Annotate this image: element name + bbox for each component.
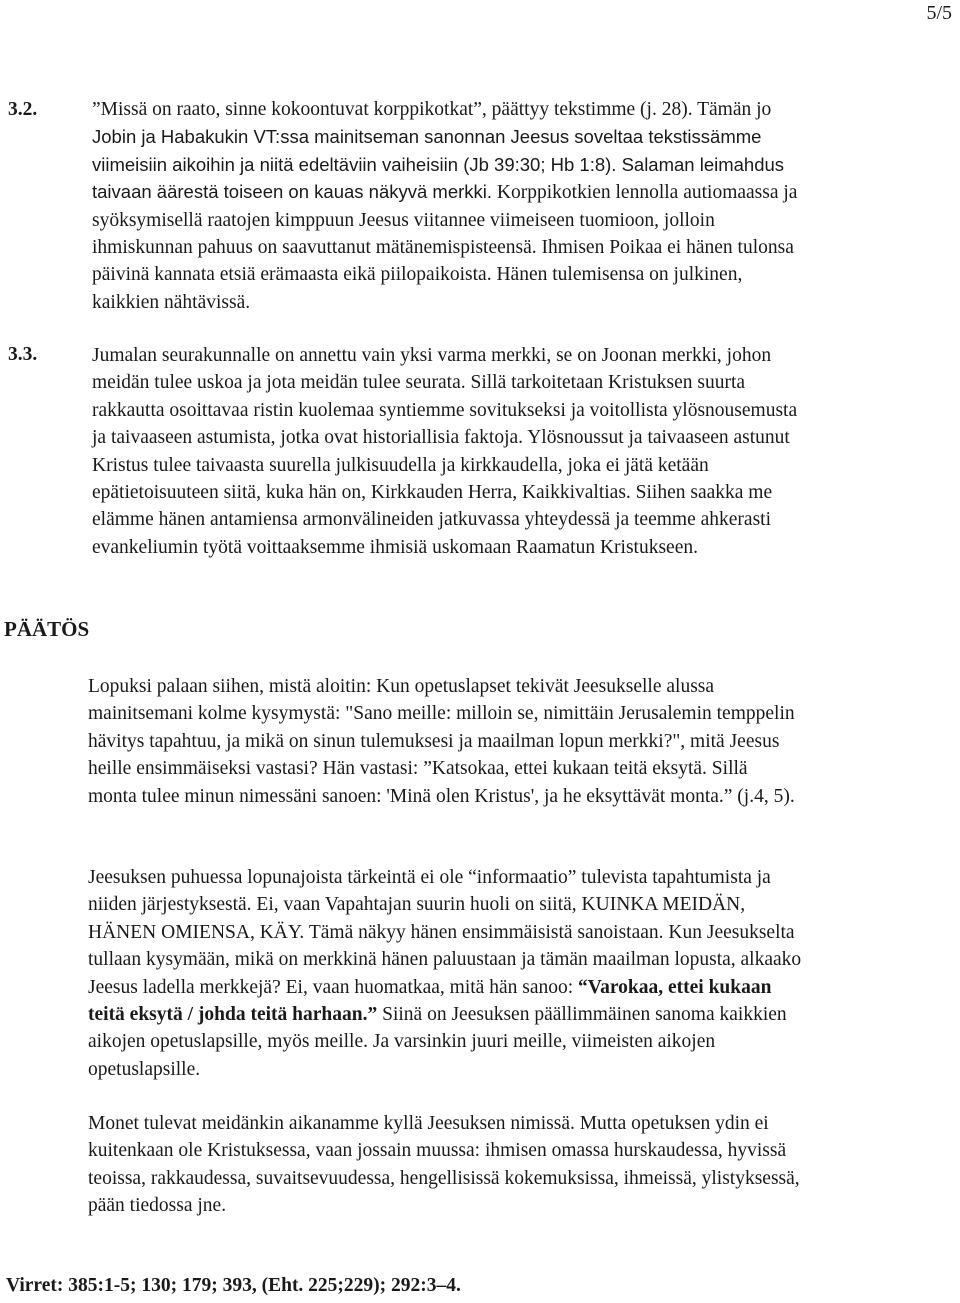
text-line: päivinä kannata etsiä erämaasta eikä piilopaikoista. Hänen tulemisensa on julkinen,: [92, 264, 743, 286]
bold-quote: “Varokaa, ettei kukaan: [578, 976, 772, 998]
text-span: taivaan äärestä toiseen on kauas näkyvä merkki.: [92, 181, 493, 203]
text-line: HÄNEN OMIENSA, KÄY. Tämä näkyy hänen ensimmäisistä sanoistaan. Kun Jeesukselta: [88, 921, 795, 943]
text-line: rakkautta osoittavaa ristin kuolemaa syntiemme sovitukseksi ja voitollista ylösnousemusta: [92, 399, 798, 421]
hymn-list: Virret: 385:1-5; 130; 179; 393, (Eht. 225;229); 292:3–4.: [6, 1275, 461, 1296]
text-span: Jeesus ladella merkkejä? Ei, vaan huomatkaa, mitä hän sanoo:: [88, 976, 579, 998]
text-span: Korppikotkien lennolla autiomaassa ja: [492, 182, 798, 204]
section-number-3-2: 3.2.: [8, 99, 38, 120]
text-line: elämme hänen antamiensa armonvälineiden jatkuvassa yhteydessä ja teemme ahkerasti: [92, 509, 771, 531]
text-line: kuitenkaan ole Kristuksessa, vaan jossain muussa: ihmisen omassa hurskaudessa, hyvissä: [88, 1140, 787, 1162]
section-number-3-3: 3.3.: [8, 344, 38, 365]
text-line: niiden järjestyksestä. Ei, vaan Vapahtajan suurin huoli on siitä, KUINKA MEIDÄN,: [88, 894, 746, 916]
conclusion-paragraph-1: [88, 673, 958, 810]
text-line: tullaan kysymään, mikä on merkkinä hänen paluustaan ja tämän maailman lopusta, alkaako: [88, 949, 802, 971]
text-line: Lopuksi palaan siihen, mistä aloitin: Kun opetuslapset tekivät Jeesukselle alussa: [88, 676, 715, 697]
conclusion-paragraph-3: [88, 1110, 958, 1220]
section-3-3-text: [92, 342, 958, 561]
text-line: meidän tulee uskoa ja jota meidän tulee seurata. Sillä tarkoitetaan Kristuksen suurta: [92, 372, 746, 394]
text-line: ”Missä on raato, sinne kokoontuvat korppikotkat”, päättyy tekstimme (j. 28). Tämän jo: [92, 99, 772, 120]
text-line: Kristus tulee taivaasta suurella julkisuudella ja kirkkaudella, joka ei jätä ketään: [92, 454, 709, 476]
text-line: evankeliumin työtä voittaaksemme ihmisiä uskomaan Raamatun Kristukseen.: [92, 536, 698, 558]
text-line: pään tiedossa jne.: [88, 1195, 227, 1217]
text-line: hävitys tapahtuu, ja mikä on sinun tulemuksesi ja maailman lopun merkki?", mitä Jeesus: [88, 730, 780, 752]
text-line: epätietoisuuteen siitä, kuka hän on, Kirkkauden Herra, Kaikkivaltias. Siihen saakka me: [92, 482, 773, 504]
text-line: heille ensimmäiseksi vastasi? Hän vastasi: ”Katsokaa, ettei kukaan teitä eksytä. Sillä: [88, 758, 748, 780]
bold-quote: teitä eksytä / johda teitä harhaan.”: [88, 1004, 378, 1026]
text-span: Siinä on Jeesuksen päällimmäinen sanoma kaikkien: [377, 1004, 787, 1026]
text-line: [88, 974, 958, 1001]
text-line: aikojen opetuslapsille, myös meille. Ja varsinkin juuri meille, viimeisten aikojen: [88, 1031, 716, 1053]
text-line: Monet tulevat meidänkin aikanamme kyllä Jeesuksen nimissä. Mutta opetuksen ydin ei: [88, 1113, 769, 1134]
text-line: mainitsemani kolme kysymystä: "Sano meille: milloin se, nimittäin Jerusalemin temppelin: [88, 703, 795, 725]
text-line: ja taivaaseen astumista, jotka ovat historiallisia faktoja. Ylösnoussut ja taivaaseen astunut: [92, 427, 790, 449]
text-line: Jumalan seurakunnalle on annettu vain yksi varma merkki, se on Joonan merkki, johon: [92, 345, 772, 366]
section-heading: PÄÄTÖS: [4, 617, 90, 641]
text-line: opetuslapsille.: [88, 1058, 201, 1080]
text-line: ihmiskunnan pahuus on saavuttanut mätänemispisteensä. Ihmisen Poikaa ei hänen tulonsa: [92, 237, 794, 259]
text-line: [92, 178, 952, 206]
page-number: 5/5: [926, 2, 952, 24]
text-line: Jeesuksen puhuessa lopunajoista tärkeintä ei ole “informaatio” tulevista tapahtumista ja: [88, 867, 771, 888]
text-line: kaikkien nähtävissä.: [92, 291, 251, 313]
text-line: monta tulee minun nimessäni sanoen: 'Minä olen Kristus', ja he eksyttävät monta.” (j.4, 5).: [88, 785, 795, 807]
conclusion-paragraph-2: [88, 864, 958, 1083]
text-line: syöksymisellä raatojen kimppuun Jeesus viitannee viimeiseen tuomioon, jolloin: [92, 209, 715, 231]
text-line: Jobin ja Habakukin VT:ssa mainitseman sanonnan Jeesus soveltaa tekstissämme: [92, 126, 762, 148]
section-3-2-text: [92, 96, 952, 316]
text-line: teoissa, rakkaudessa, suvaitsevuudessa, hengellisissä kokemuksissa, ihmeissä, ylistyksessä,: [88, 1167, 800, 1189]
text-line: [88, 1001, 958, 1028]
text-line: viimeisiin aikoihin ja niitä edeltäviin vaiheisiin (Jb 39:30; Hb 1:8). Salaman leimahdus: [92, 153, 785, 175]
